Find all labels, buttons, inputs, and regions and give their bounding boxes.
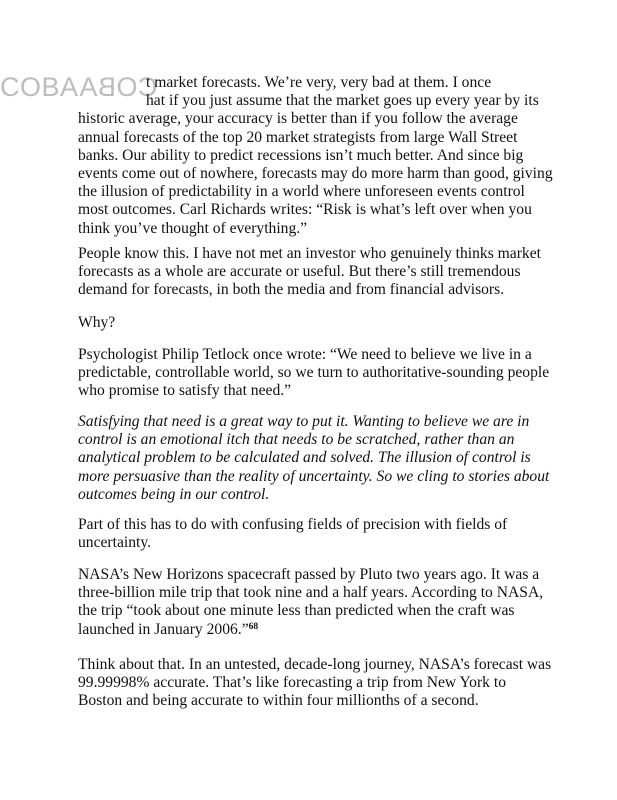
footnote-marker: 68 bbox=[248, 621, 259, 632]
paragraph-line: People know this. I have not met an investor who genuinely thinks market bbox=[78, 245, 541, 262]
paragraph-6 bbox=[78, 516, 507, 552]
paragraph-line: Boston and being accurate to within four millionths of a second. bbox=[78, 692, 479, 710]
paragraph-line: control is an emotional itch that needs to be scratched, rather than an bbox=[78, 431, 515, 449]
paragraph-line: who promise to satisfy that need.” bbox=[78, 382, 292, 400]
paragraph-line: events come out of nowhere, forecasts may do more harm than good, giving bbox=[78, 165, 553, 183]
paragraph-line bbox=[78, 621, 543, 639]
paragraph-line: historic average, your accuracy is better than if you follow the average bbox=[78, 110, 518, 128]
paragraph-line: the illusion of predictability in a world where unforeseen events control bbox=[78, 183, 525, 201]
paragraph-2 bbox=[78, 245, 541, 300]
watermark-text-mirrored: COBA bbox=[78, 72, 158, 102]
paragraph-line: Why? bbox=[78, 314, 116, 331]
paragraph-line: three-billion mile trip that took nine and a half years. According to NASA, bbox=[78, 584, 544, 602]
paragraph-line: outcomes being in our control. bbox=[78, 485, 270, 503]
paragraph-line: banks. Our ability to predict recessions isn’t much better. And since big bbox=[78, 146, 524, 164]
paragraph-line: Think about that. In an untested, decade-long journey, NASA’s forecast was bbox=[78, 656, 552, 673]
paragraph-7 bbox=[78, 566, 543, 639]
paragraph-line: t market forecasts. We’re very, very bad at them. I once bbox=[146, 74, 492, 91]
paragraph-3 bbox=[78, 314, 115, 332]
paragraph-8 bbox=[78, 656, 551, 711]
paragraph-line: predictable, controllable world, so we turn to authoritative-sounding people bbox=[78, 364, 550, 382]
paragraph-line: forecasts as a whole are accurate or useful. But there’s still tremendous bbox=[78, 263, 521, 281]
paragraph-line: most outcomes. Carl Richards writes: “Risk is what’s left over when you bbox=[78, 201, 532, 219]
paragraph-line-text: launched in January 2006.” bbox=[78, 620, 249, 638]
watermark-text-left: COBA bbox=[0, 72, 79, 102]
paragraph-line: the trip “took about one minute less than predicted when the craft was bbox=[78, 602, 515, 620]
paragraph-line: analytical problem to be calculated and solved. The illusion of control is bbox=[78, 449, 531, 467]
paragraph-line: Part of this has to do with confusing fields of precision with fields of bbox=[78, 516, 508, 533]
paragraph-line: more persuasive than the reality of uncertainty. So we cling to stories about bbox=[78, 467, 550, 485]
paragraph-line: Satisfying that need is a great way to put it. Wanting to believe we are in bbox=[78, 413, 530, 430]
paragraph-5-italic bbox=[78, 413, 549, 504]
paragraph-1 bbox=[78, 74, 553, 238]
paragraph-line: 99.99998% accurate. That’s like forecasting a trip from New York to bbox=[78, 674, 506, 692]
paragraph-line: Psychologist Philip Tetlock once wrote: “We need to believe we live in a bbox=[78, 346, 532, 363]
paragraph-line: NASA’s New Horizons spacecraft passed by Pluto two years ago. It was a bbox=[78, 566, 540, 583]
paragraph-line: annual forecasts of the top 20 market strategists from large Wall Street bbox=[78, 128, 518, 146]
paragraph-line: think you’ve thought of everything.” bbox=[78, 219, 308, 237]
paragraph-4 bbox=[78, 346, 549, 401]
paragraph-line: demand for forecasts, in both the media and from financial advisors. bbox=[78, 281, 505, 299]
paragraph-line: uncertainty. bbox=[78, 534, 152, 552]
paragraph-line: hat if you just assume that the market goes up every year by its bbox=[146, 92, 539, 110]
